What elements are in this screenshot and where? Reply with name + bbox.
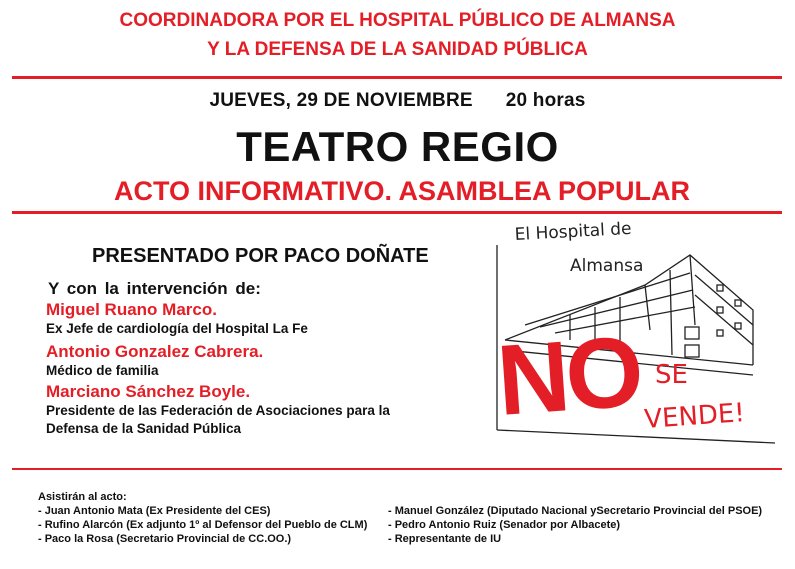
- presenter-line: PRESENTADO POR PACO DOÑATE: [92, 245, 429, 267]
- speaker-role: Defensa de la Sanidad Pública: [46, 421, 242, 436]
- attendee-item: - Representante de IU: [388, 533, 502, 545]
- speaker-name: Antonio Gonzalez Cabrera.: [46, 342, 264, 361]
- slogan-no: NO: [493, 315, 644, 437]
- header-divider: [12, 76, 782, 79]
- event-time: 20 horas: [505, 90, 586, 111]
- organization-name-line-1: COORDINADORA POR EL HOSPITAL PÚBLICO DE ALMANSA: [119, 10, 676, 31]
- speaker-role: Presidente de las Federación de Asociaciones para la: [46, 403, 390, 418]
- hospital-sketch-illustration: [485, 215, 785, 455]
- attendee-item: - Pedro Antonio Ruiz (Senador por Albacete): [388, 519, 621, 531]
- event-divider: [12, 211, 782, 214]
- attendee-item: - Rufino Alarcón (Ex adjunto 1º al Defensor del Pueblo de CLM): [38, 519, 368, 531]
- attendee-item: - Manuel González (Diputado Nacional ySecretario Provincial del PSOE): [388, 505, 763, 517]
- illustration-caption-line-1: El Hospital de: [514, 218, 632, 245]
- speakers-intro: Y con la intervención de:: [48, 279, 261, 298]
- organization-name-line-2: Y LA DEFENSA DE LA SANIDAD PÚBLICA: [207, 39, 588, 60]
- attendee-item: - Paco la Rosa (Secretario Provincial de CC.OO.): [38, 533, 292, 545]
- speaker-role: Ex Jefe de cardiología del Hospital La Fe: [46, 321, 308, 336]
- speaker-role: Médico de familia: [46, 363, 159, 378]
- speaker-name: Marciano Sánchez Boyle.: [46, 382, 251, 401]
- slogan-se: SE: [655, 360, 688, 390]
- slogan-vende: VENDE!: [643, 398, 746, 435]
- event-venue: TEATRO REGIO: [236, 123, 559, 170]
- event-title: ACTO INFORMATIVO. ASAMBLEA POPULAR: [114, 176, 690, 206]
- event-date: JUEVES, 29 DE NOVIEMBRE: [209, 90, 473, 111]
- event-datetime: [0, 90, 795, 112]
- speaker-name: Miguel Ruano Marco.: [46, 300, 217, 319]
- illustration-caption-line-2: Almansa: [570, 256, 644, 276]
- attendees-title: Asistirán al acto:: [38, 491, 127, 503]
- attendees-divider: [12, 468, 782, 470]
- attendee-item: - Juan Antonio Mata (Ex Presidente del CES): [38, 505, 271, 517]
